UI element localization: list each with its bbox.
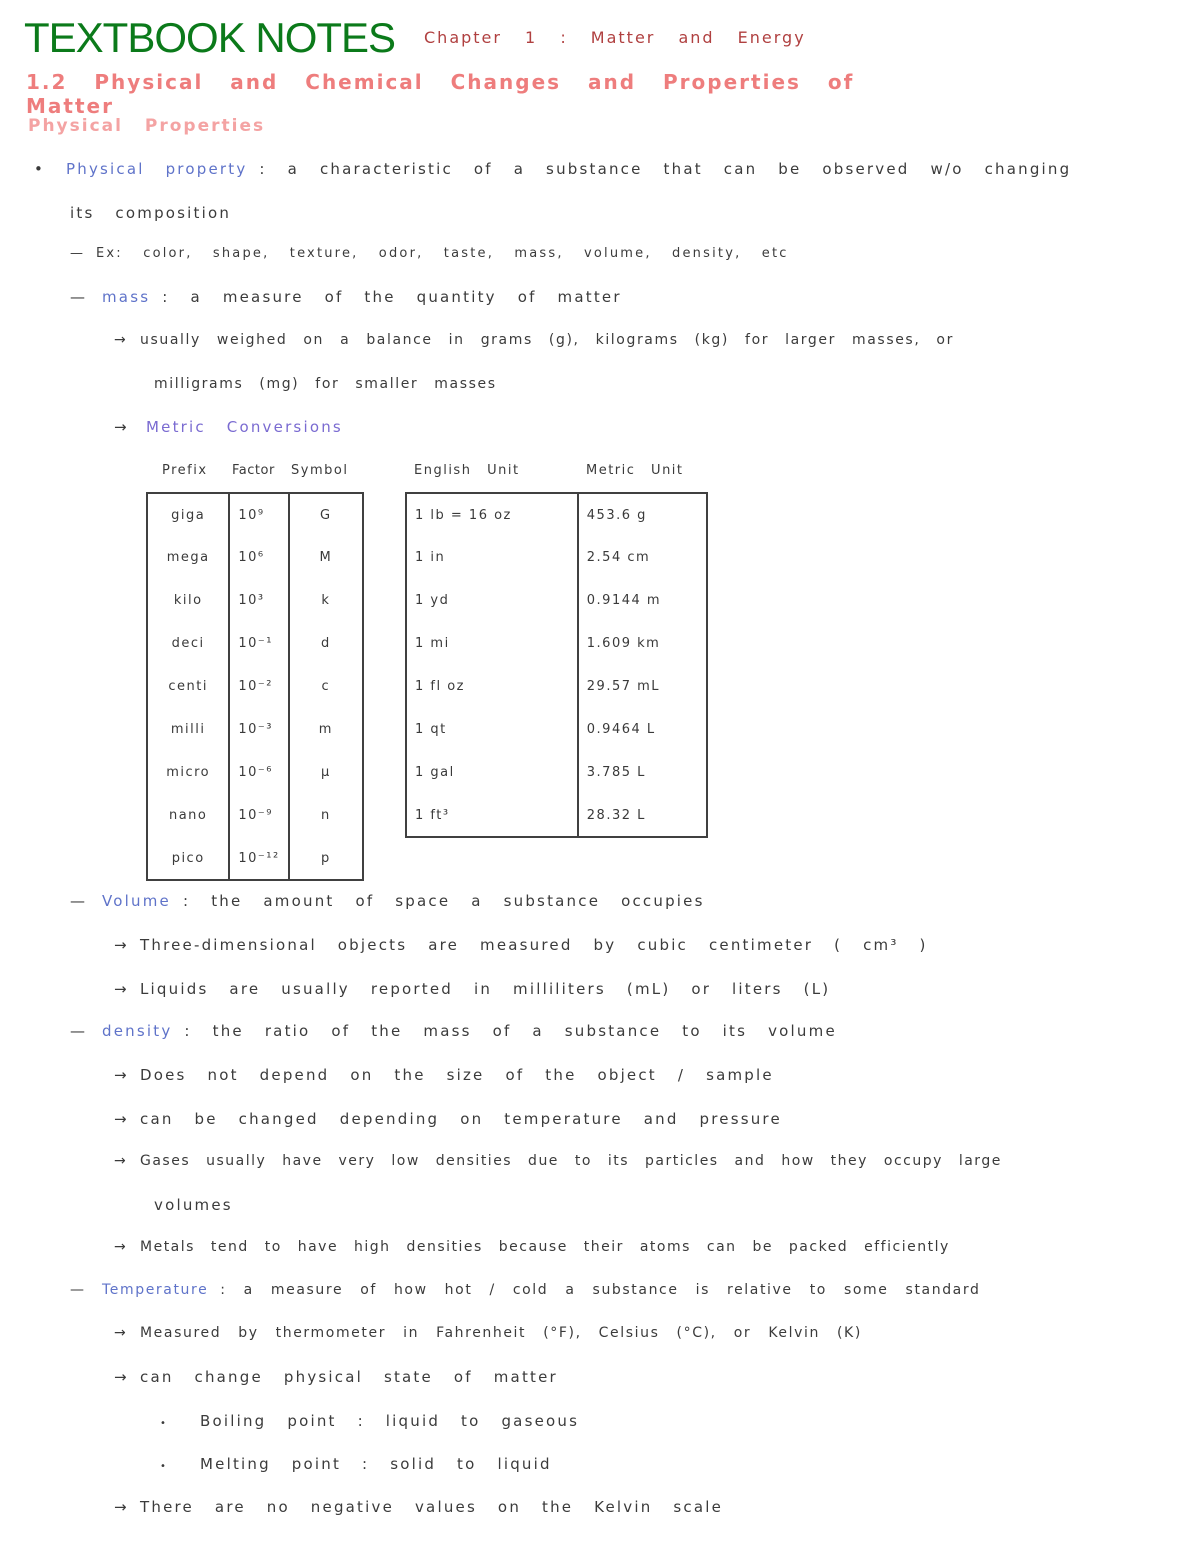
table-cell: c bbox=[289, 665, 363, 708]
point-text: Gases usually have very low densities due to its particles and how they occupy large bbox=[140, 1153, 1002, 1169]
table-row bbox=[406, 794, 707, 837]
table-cell: 10³ bbox=[229, 579, 288, 622]
table-cell: micro bbox=[147, 751, 229, 794]
table-cell: 29.57 mL bbox=[578, 665, 707, 708]
arrow-right-icon: → bbox=[114, 332, 126, 348]
arrow-right-icon: → bbox=[114, 1498, 127, 1516]
examples-note bbox=[70, 246, 789, 261]
term-physical-property: Physical property bbox=[60, 160, 253, 178]
table-cell: μ bbox=[289, 751, 363, 794]
table-cell: 1 in bbox=[406, 536, 578, 579]
dash-icon: — bbox=[70, 246, 83, 261]
page-title: TEXTBOOK NOTES bbox=[22, 14, 403, 62]
table-cell: 10⁻⁶ bbox=[229, 751, 288, 794]
term-temperature: Temperature bbox=[96, 1282, 214, 1298]
bullet-icon: • bbox=[160, 1461, 166, 1472]
table-row bbox=[147, 579, 363, 622]
volume-point-1 bbox=[114, 936, 928, 954]
table-cell: n bbox=[289, 794, 363, 837]
column-header-english-unit: English Unit bbox=[414, 463, 520, 478]
volume-note bbox=[70, 892, 705, 910]
arrow-right-icon: → bbox=[114, 1368, 127, 1386]
point-text: can be changed depending on temperature and pressure bbox=[140, 1110, 782, 1128]
table-row bbox=[147, 708, 363, 751]
temperature-point-1 bbox=[114, 1325, 862, 1341]
table-row bbox=[147, 536, 363, 579]
table-row bbox=[406, 579, 707, 622]
table-row bbox=[406, 622, 707, 665]
table-cell: mega bbox=[147, 536, 229, 579]
table-cell: d bbox=[289, 622, 363, 665]
arrow-right-icon: → bbox=[114, 418, 127, 436]
table-cell: 1 fl oz bbox=[406, 665, 578, 708]
term-volume: Volume bbox=[96, 892, 177, 910]
table-row bbox=[147, 837, 363, 880]
table-cell: nano bbox=[147, 794, 229, 837]
table-row bbox=[147, 665, 363, 708]
arrow-right-icon: → bbox=[114, 1153, 126, 1169]
melting-point-note bbox=[160, 1455, 552, 1473]
table-cell: 1 gal bbox=[406, 751, 578, 794]
definition-text: : the ratio of the mass of a substance to its volume bbox=[184, 1022, 837, 1040]
table-cell: 1 mi bbox=[406, 622, 578, 665]
column-header-factor: Factor bbox=[232, 463, 275, 478]
volume-point-2 bbox=[114, 980, 830, 998]
arrow-right-icon: → bbox=[114, 1066, 127, 1084]
dash-icon: — bbox=[70, 892, 85, 910]
table-cell: 453.6 g bbox=[578, 493, 707, 536]
density-point-2 bbox=[114, 1110, 782, 1128]
definition-text: : a measure of how hot / cold a substance is relative to some standard bbox=[220, 1282, 981, 1298]
table-cell: k bbox=[289, 579, 363, 622]
table-cell: 10⁻² bbox=[229, 665, 288, 708]
column-header-metric-unit: Metric Unit bbox=[586, 463, 684, 478]
point-text: There are no negative values on the Kelvin scale bbox=[140, 1498, 724, 1516]
table-row bbox=[406, 493, 707, 536]
section-title: 1.2 Physical and Chemical Changes and Properties of Matter bbox=[22, 68, 956, 120]
temperature-point-3 bbox=[114, 1498, 723, 1516]
table-cell: 10⁻³ bbox=[229, 708, 288, 751]
arrow-right-icon: → bbox=[114, 980, 127, 998]
point-text: Measured by thermometer in Fahrenheit (°F), Celsius (°C), or Kelvin (K) bbox=[140, 1325, 862, 1341]
metric-prefix-table bbox=[146, 492, 364, 881]
table-cell: 10⁹ bbox=[229, 493, 288, 536]
table-cell: M bbox=[289, 536, 363, 579]
table-row bbox=[147, 751, 363, 794]
mass-note bbox=[70, 288, 622, 306]
temperature-point-2 bbox=[114, 1368, 558, 1386]
table-cell: 1 qt bbox=[406, 708, 578, 751]
density-point-3-cont: volumes bbox=[154, 1196, 233, 1214]
table-row bbox=[406, 751, 707, 794]
bullet-icon: • bbox=[160, 1418, 166, 1429]
table-row bbox=[406, 708, 707, 751]
table-cell: G bbox=[289, 493, 363, 536]
table-cell: m bbox=[289, 708, 363, 751]
table-cell: 1 yd bbox=[406, 579, 578, 622]
table-cell: 1.609 km bbox=[578, 622, 707, 665]
term-mass: mass bbox=[96, 288, 156, 306]
dash-icon: — bbox=[70, 1282, 84, 1298]
table-cell: 3.785 L bbox=[578, 751, 707, 794]
physical-property-note bbox=[34, 160, 1071, 178]
point-text: can change physical state of matter bbox=[140, 1368, 558, 1386]
boiling-point-note bbox=[160, 1412, 579, 1430]
arrow-right-icon: → bbox=[114, 1325, 126, 1341]
table-cell: centi bbox=[147, 665, 229, 708]
metric-conversions-note bbox=[114, 418, 355, 436]
table-cell: 10⁻¹ bbox=[229, 622, 288, 665]
point-text: Three-dimensional objects are measured by cubic centimeter ( cm³ ) bbox=[140, 936, 928, 954]
table-row bbox=[406, 665, 707, 708]
table-cell: 28.32 L bbox=[578, 794, 707, 837]
mass-point-1 bbox=[114, 332, 954, 348]
definition-text: : the amount of space a substance occupies bbox=[183, 892, 705, 910]
table-cell: 1 lb = 16 oz bbox=[406, 493, 578, 536]
dash-icon: — bbox=[70, 1022, 85, 1040]
subsection-title: Physical Properties bbox=[22, 114, 271, 138]
table-cell: 10⁶ bbox=[229, 536, 288, 579]
table-cell: giga bbox=[147, 493, 229, 536]
column-header-prefix: Prefix bbox=[162, 463, 208, 478]
table-cell: 0.9464 L bbox=[578, 708, 707, 751]
table-cell: 2.54 cm bbox=[578, 536, 707, 579]
column-header-symbol: Symbol bbox=[291, 463, 349, 478]
definition-text: : a measure of the quantity of matter bbox=[162, 288, 622, 306]
table-cell: 1 ft³ bbox=[406, 794, 578, 837]
density-point-1 bbox=[114, 1066, 774, 1084]
density-point-4 bbox=[114, 1239, 950, 1255]
density-point-3 bbox=[114, 1153, 1002, 1169]
examples-text: Ex: color, shape, texture, odor, taste, mass, volume, density, etc bbox=[96, 246, 789, 261]
arrow-right-icon: → bbox=[114, 1110, 127, 1128]
table-cell: deci bbox=[147, 622, 229, 665]
mass-point-1-cont: milligrams (mg) for smaller masses bbox=[154, 376, 497, 392]
table-cell: kilo bbox=[147, 579, 229, 622]
dash-icon: — bbox=[70, 288, 85, 306]
table-row bbox=[147, 622, 363, 665]
table-cell: 10⁻¹² bbox=[229, 837, 288, 880]
arrow-right-icon: → bbox=[114, 1239, 126, 1255]
term-metric-conversions: Metric Conversions bbox=[140, 418, 349, 436]
bullet-icon: • bbox=[34, 160, 43, 178]
point-text: Melting point : solid to liquid bbox=[200, 1455, 552, 1473]
table-cell: 0.9144 m bbox=[578, 579, 707, 622]
temperature-note bbox=[70, 1282, 980, 1298]
table-cell: pico bbox=[147, 837, 229, 880]
term-density: density bbox=[96, 1022, 178, 1040]
point-text: Metals tend to have high densities because their atoms can be packed efficiently bbox=[140, 1239, 950, 1255]
table-cell: 10⁻⁹ bbox=[229, 794, 288, 837]
table-row bbox=[406, 536, 707, 579]
table-cell: p bbox=[289, 837, 363, 880]
point-text: Liquids are usually reported in milliliters (mL) or liters (L) bbox=[140, 980, 831, 998]
density-note bbox=[70, 1022, 837, 1040]
chapter-label: Chapter 1 : Matter and Energy bbox=[418, 28, 812, 47]
unit-conversion-table bbox=[405, 492, 708, 838]
arrow-right-icon: → bbox=[114, 936, 127, 954]
table-cell: milli bbox=[147, 708, 229, 751]
definition-text: : a characteristic of a substance that can be observed w/o changing bbox=[259, 160, 1072, 178]
point-text: usually weighed on a balance in grams (g), kilograms (kg) for larger masses, or bbox=[140, 332, 954, 348]
table-row bbox=[147, 493, 363, 536]
definition-continuation: its composition bbox=[70, 204, 232, 222]
point-text: Does not depend on the size of the object / sample bbox=[140, 1066, 774, 1084]
table-row bbox=[147, 794, 363, 837]
point-text: Boiling point : liquid to gaseous bbox=[200, 1412, 580, 1430]
